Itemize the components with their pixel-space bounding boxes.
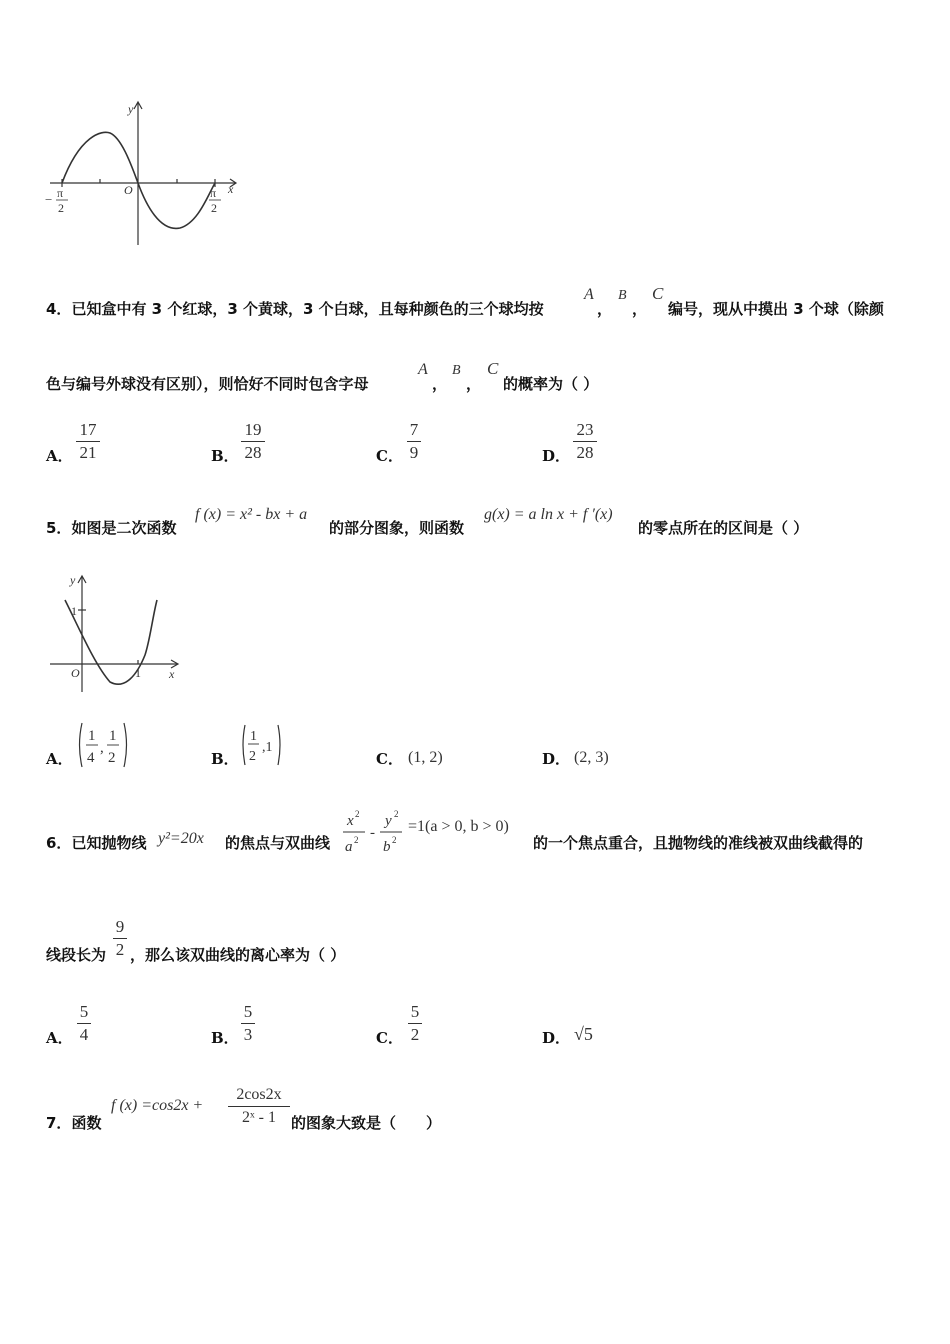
fig2-y-label: y [70, 573, 76, 587]
q4-line2-letter-a: A [418, 361, 428, 378]
q5-option-a-interval[interactable] [76, 720, 130, 770]
fig2-x-one-label: 1 [135, 666, 141, 680]
q7-fraction: 2cos2x 2ˣ - 1 [228, 1085, 290, 1128]
q4-letter-a: A [584, 286, 594, 303]
q4-option-c-label[interactable]: C． [376, 447, 403, 465]
sine-graph-figure [40, 95, 250, 255]
fig1-neg-sign: − [45, 192, 53, 207]
fig2-one-label: 1 [71, 604, 77, 618]
q4-letter-c: C [652, 284, 664, 303]
svg-text:2: 2 [108, 750, 116, 766]
q4-option-a-label[interactable]: A． [46, 447, 73, 465]
svg-text:2: 2 [394, 809, 399, 819]
svg-text:1: 1 [109, 728, 117, 744]
svg-text:b: b [383, 839, 391, 855]
q5-option-c-label[interactable]: C． [376, 750, 403, 768]
q5-option-d-label[interactable]: D． [542, 750, 571, 768]
q4-option-a-fraction[interactable]: 17 21 [76, 420, 100, 463]
svg-text:4: 4 [87, 750, 95, 766]
q4-text-c: 的概率为（ ） [503, 375, 599, 393]
q6-condition: =1(a > 0, b > 0) [408, 818, 509, 835]
q6-line2-b: ，那么该双曲线的离心率为（ ） [130, 946, 346, 964]
q5-option-a-label[interactable]: A． [46, 750, 73, 768]
fig1-right-two: 2 [211, 201, 217, 215]
svg-text:2: 2 [355, 809, 360, 819]
q5-f-expression: f (x) = x² - bx + a [195, 506, 308, 523]
q6-option-d-sqrt[interactable]: √5 [574, 1024, 593, 1044]
q4-option-c-fraction[interactable]: 7 9 [407, 420, 421, 463]
q4-option-d-label[interactable]: D． [542, 447, 571, 465]
q7-f-lhs: f (x) =cos2x + [111, 1097, 204, 1114]
q4-option-d-fraction[interactable]: 23 28 [573, 420, 597, 463]
q4-line2: 色与编号外球没有区别），则恰好不同时包含字母 [46, 375, 369, 393]
q5-option-d-interval[interactable]: (2, 3) [574, 749, 609, 766]
fig2-x-label: x [169, 667, 175, 681]
parabola-graph-figure [45, 570, 185, 695]
q5-text-b: 的部分图象，则函数 [329, 519, 465, 537]
q6-segment-length: 9 2 [113, 917, 127, 960]
q4-text-b: 编号，现从中摸出 3 个球（除颜 [668, 300, 884, 318]
svg-text:-: - [370, 825, 375, 841]
q6-text-b: 的焦点与双曲线 [225, 834, 331, 852]
q4-option-b-label[interactable]: B． [211, 447, 239, 465]
fig1-right-pi: π [210, 186, 217, 200]
q5-option-b-label[interactable]: B． [211, 750, 239, 768]
q4-line2-letter-b: B [452, 363, 461, 378]
q4-option-b-fraction[interactable]: 19 28 [241, 420, 265, 463]
svg-text:,1: ,1 [262, 740, 273, 755]
svg-text:1: 1 [88, 728, 96, 744]
q5-text-a: 5．如图是二次函数 [46, 519, 177, 537]
q6-option-b-label[interactable]: B． [211, 1029, 239, 1047]
q4-line2-letter-c: C [487, 359, 499, 378]
svg-text:a: a [345, 839, 353, 855]
fig1-left-pi: π [57, 186, 64, 200]
fig1-y-label: y [128, 102, 134, 116]
q4-line1 [46, 298, 544, 319]
fig1-origin-label: O [124, 183, 133, 197]
q6-option-a-fraction[interactable]: 5 4 [77, 1002, 91, 1045]
svg-text:2: 2 [392, 835, 397, 845]
q6-option-c-label[interactable]: C． [376, 1029, 403, 1047]
q6-text-c: 的一个焦点重合，且抛物线的准线被双曲线截得的 [533, 834, 864, 852]
fig1-left-two: 2 [58, 201, 64, 215]
svg-text:1: 1 [250, 729, 257, 744]
q4-letter-b: B [618, 288, 627, 303]
q5-option-c-interval[interactable]: (1, 2) [408, 749, 443, 766]
q4-text-a: 已知盒中有 3 个红球，3 个黄球，3 个白球，且每种颜色的三个球均按 [71, 300, 544, 318]
fig2-origin-label: O [71, 666, 80, 680]
q6-option-b-fraction[interactable]: 5 3 [241, 1002, 255, 1045]
q5-g-expression: g(x) = a ln x + f ′(x) [484, 506, 613, 523]
fig1-x-label: x [228, 182, 234, 196]
svg-text:2: 2 [249, 749, 256, 764]
q7-text-a: 7．函数 [46, 1114, 102, 1132]
q6-text-a: 6．已知抛物线 [46, 834, 147, 852]
q6-option-d-label[interactable]: D． [542, 1029, 571, 1047]
q4-number: 4． [46, 300, 72, 318]
q6-option-c-fraction[interactable]: 5 2 [408, 1002, 422, 1045]
q6-line2-a: 线段长为 [46, 946, 107, 964]
q6-option-a-label[interactable]: A． [46, 1029, 73, 1047]
svg-text:,: , [100, 740, 104, 756]
svg-text:y: y [385, 813, 392, 829]
q6-parabola-equation: y²=20x [158, 830, 204, 847]
q5-text-c: 的零点所在的区间是（ ） [638, 519, 809, 537]
q7-text-b: 的图象大致是（ ） [291, 1114, 442, 1132]
svg-text:x: x [347, 813, 354, 829]
svg-text:2: 2 [354, 835, 359, 845]
q5-option-b-interval[interactable] [240, 722, 284, 768]
